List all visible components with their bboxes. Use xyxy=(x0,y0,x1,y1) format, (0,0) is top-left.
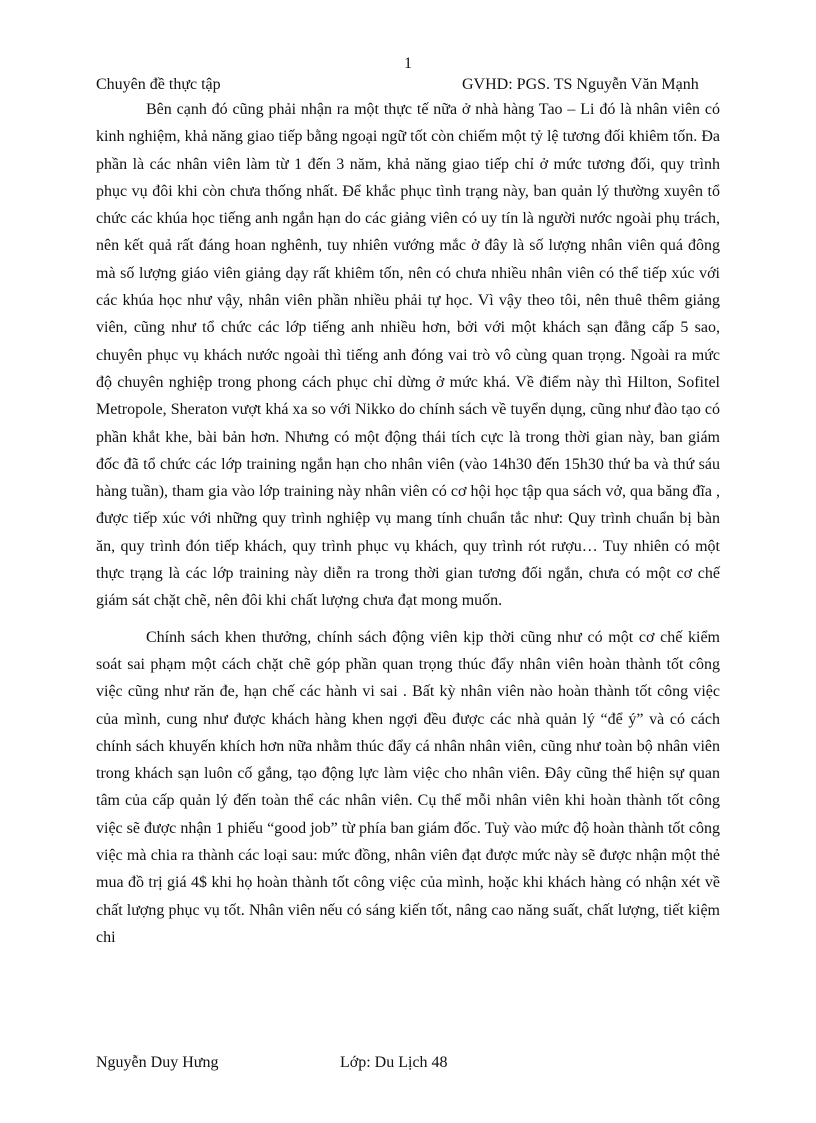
document-body xyxy=(96,96,720,951)
footer-class: Lớp: Du Lịch 48 xyxy=(340,1054,448,1071)
page-number: 1 xyxy=(404,55,412,72)
header-document-type: Chuyên đề thực tập xyxy=(96,76,221,93)
page-header xyxy=(96,74,728,96)
footer-author: Nguyễn Duy Hưng xyxy=(96,1054,219,1071)
header-supervisor: GVHD: PGS. TS Nguyễn Văn Mạnh xyxy=(462,76,699,93)
body-paragraph-2: Chính sách khen thưởng, chính sách động viên kịp thời cũng như có một cơ chế kiểm soát sai phạm một cách chặt chẽ góp phần quan trọng thúc đẩy nhân viên hoàn thành tốt công việc cũng như răn đe, hạn chế các hành vi sai . Bất kỳ nhân viên nào hoàn thành tốt công việc của mình, cung như được khách hàng khen ngợi đều được các nhà quản lý “để ý” và có cách chính sách khuyến khích hơn nữa nhằm thúc đẩy cá nhân nhân viên, cũng như toàn bộ nhân viên trong khách sạn luôn cố gắng, tạo động lực làm việc cho nhân viên. Đây cũng thể hiện sự quan tâm của cấp quản lý đến toàn thể các nhân viên. Cụ thể mỗi nhân viên khi hoàn thành tốt công việc sẽ được nhận 1 phiếu “good job” từ phía ban giám đốc. Tuỳ vào mức độ hoàn thành tốt công việc mà chia ra thành các loại sau: mức đồng, nhân viên đạt được mức này sẽ được nhận một thẻ mua đồ trị giá 4$ khi họ hoàn thành tốt công việc của mình, hoặc khi khách hàng có nhận xét về chất lượng phục vụ tốt. Nhân viên nếu có sáng kiến tốt, nâng cao năng suất, chất lượng, tiết kiệm chi xyxy=(96,628,720,946)
body-paragraph-1: Bên cạnh đó cũng phải nhận ra một thực tế nữa ở nhà hàng Tao – Li đó là nhân viên có kinh nghiệm, khả năng giao tiếp bằng ngoại ngữ tốt còn chiếm một tỷ lệ tương đối khiêm tốn. Đa phần là các nhân viên làm từ 1 đến 3 năm, khả năng giao tiếp chỉ ở mức tương đối, quy trình phục vụ đôi khi còn chưa thống nhất. Để khắc phục tình trạng này, ban quản lý thường xuyên tổ chức các khúa học tiếng anh ngắn hạn do các giảng viên có uy tín là người nước ngoài phụ trách, nên kết quả rất đáng hoan nghênh, tuy nhiên vướng mắc ở đây là số lượng nhân viên quá đông mà số lượng giáo viên giảng dạy rất khiêm tốn, nên có chưa nhiều nhân viên có thể tiếp xúc với các khúa học như vậy, nhân viên phần nhiều phải tự học. Vì vậy theo tôi, nên thuê thêm giảng viên, cũng như tổ chức các lớp tiếng anh nhiều hơn, bởi với một khách sạn đẳng cấp 5 sao, chuyên phục vụ khách nước ngoài thì tiếng anh đóng vai trò vô cùng quan trọng. Ngoài ra mức độ chuyên nghiệp trong phong cách phục chỉ dừng ở mức khá. Về điểm này thì Hilton, Sofitel Metropole, Sheraton vượt khá xa so với Nikko do chính sách về tuyển dụng, cũng như đào tạo có phần khắt khe, bài bản hơn. Nhưng có một động thái tích cực là trong thời gian này, ban giám đốc đã tổ chức các lớp training ngắn hạn cho nhân viên (vào 14h30 đến 15h30 thứ ba và thứ sáu hàng tuần), tham gia vào lớp training này nhân viên có cơ hội học tập qua sách vở, qua băng đĩa , được tiếp xúc với những quy trình nghiệp vụ mang tính chuẩn tắc như: Quy trình chuẩn bị bàn ăn, quy trình đón tiếp khách, quy trình phục vụ khách, quy trình rót rượu… Tuy nhiên có một thực trạng là các lớp training này diễn ra trong thời gian tương đối ngắn, chưa có một cơ chế giám sát chặt chẽ, nên đôi khi chất lượng chưa đạt mong muốn. xyxy=(96,101,720,610)
page-footer xyxy=(96,1052,728,1074)
